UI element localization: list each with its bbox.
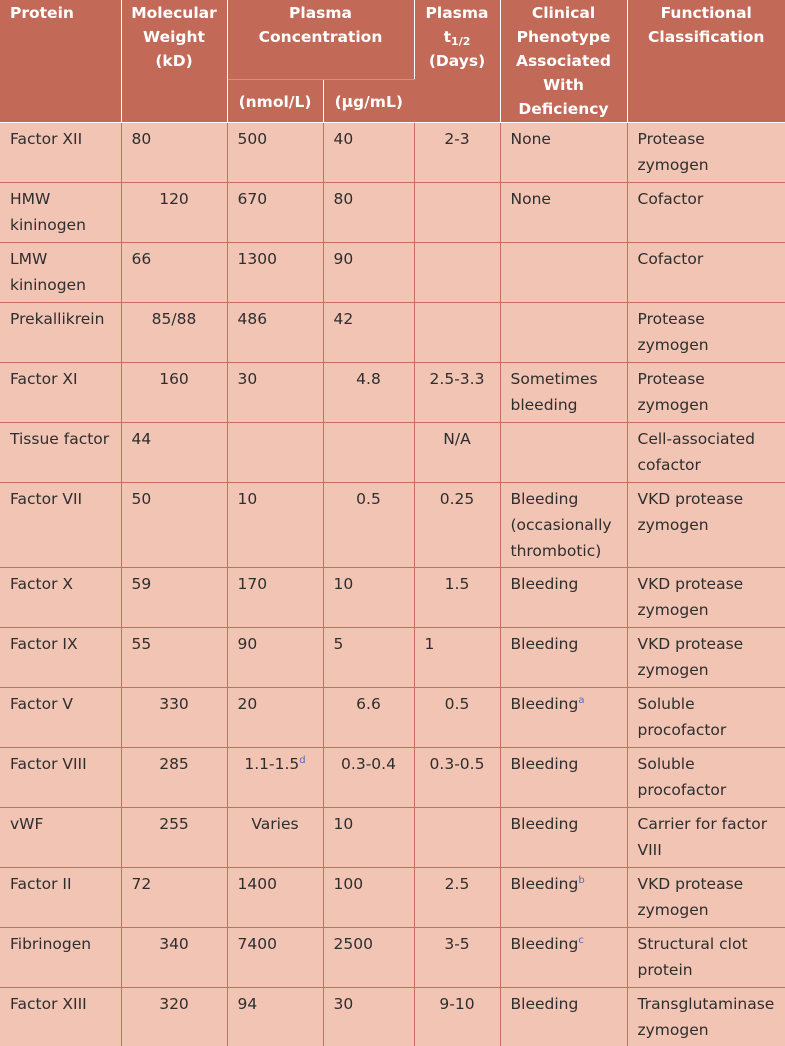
cell-nmol: 1.1-1.5$^d$ <box>227 748 323 808</box>
cell-half-life: 0.5 <box>414 688 500 748</box>
cell-half-life: 1.5 <box>414 568 500 628</box>
cell-half-life: 2-3 <box>414 123 500 183</box>
cell-half-life: 2.5 <box>414 868 500 928</box>
cell-phenotype: None <box>500 183 627 243</box>
footnote-marker[interactable]: d <box>299 755 305 766</box>
cell-molecular-weight: 50 <box>121 483 227 568</box>
header-molecular-weight: Molecular Weight (kD) <box>121 0 227 123</box>
cell-protein: Tissue factor <box>0 423 121 483</box>
cell-half-life: 0.25 <box>414 483 500 568</box>
table-row <box>0 303 785 363</box>
table-row <box>0 568 785 628</box>
header-plasma-concentration: Plasma Concentration <box>227 0 414 79</box>
cell-molecular-weight: 320 <box>121 988 227 1046</box>
cell-ugml: 4.8 <box>323 363 414 423</box>
cell-phenotype: Bleeding$^c$ <box>500 928 627 988</box>
header-ug-per-ml: (μg/mL) <box>323 79 414 122</box>
cell-protein: HMW kininogen <box>0 183 121 243</box>
cell-molecular-weight: 330 <box>121 688 227 748</box>
cell-molecular-weight: 160 <box>121 363 227 423</box>
cell-molecular-weight: 85/88 <box>121 303 227 363</box>
cell-protein: Factor X <box>0 568 121 628</box>
cell-nmol: 1400 <box>227 868 323 928</box>
table-body <box>0 123 785 1046</box>
table-row <box>0 988 785 1046</box>
table-row <box>0 628 785 688</box>
cell-molecular-weight: 120 <box>121 183 227 243</box>
cell-protein: Prekallikrein <box>0 303 121 363</box>
cell-protein: Factor II <box>0 868 121 928</box>
cell-phenotype: Sometimes bleeding <box>500 363 627 423</box>
cell-protein: vWF <box>0 808 121 868</box>
cell-classification: Protease zymogen <box>627 303 785 363</box>
cell-ugml: 80 <box>323 183 414 243</box>
cell-classification: VKD protease zymogen <box>627 568 785 628</box>
cell-phenotype <box>500 303 627 363</box>
table-row <box>0 868 785 928</box>
cell-ugml: 0.5 <box>323 483 414 568</box>
cell-half-life: 0.3-0.5 <box>414 748 500 808</box>
header-plasma-half-life: Plasma t1/2 (Days) <box>414 0 500 123</box>
cell-ugml: 2500 <box>323 928 414 988</box>
cell-protein: Factor XIII <box>0 988 121 1046</box>
cell-phenotype: Bleeding$^a$ <box>500 688 627 748</box>
cell-nmol: 670 <box>227 183 323 243</box>
table-row <box>0 808 785 868</box>
table-row <box>0 363 785 423</box>
table-row <box>0 423 785 483</box>
cell-protein: Factor V <box>0 688 121 748</box>
cell-nmol: 170 <box>227 568 323 628</box>
cell-nmol: 7400 <box>227 928 323 988</box>
cell-protein: Factor XII <box>0 123 121 183</box>
cell-ugml: 10 <box>323 568 414 628</box>
cell-ugml: 5 <box>323 628 414 688</box>
cell-phenotype: Bleeding$^b$ <box>500 868 627 928</box>
cell-half-life: 3-5 <box>414 928 500 988</box>
table-row <box>0 183 785 243</box>
cell-molecular-weight: 72 <box>121 868 227 928</box>
header-functional-classification: Functional Classification <box>627 0 785 123</box>
cell-nmol: 10 <box>227 483 323 568</box>
cell-classification: Soluble procofactor <box>627 748 785 808</box>
cell-phenotype: Bleeding <box>500 988 627 1046</box>
cell-half-life: 1 <box>414 628 500 688</box>
cell-half-life <box>414 808 500 868</box>
cell-ugml: 30 <box>323 988 414 1046</box>
cell-phenotype: Bleeding <box>500 808 627 868</box>
cell-ugml: 10 <box>323 808 414 868</box>
table-row <box>0 243 785 303</box>
cell-nmol: 90 <box>227 628 323 688</box>
table-row <box>0 748 785 808</box>
cell-nmol: 20 <box>227 688 323 748</box>
cell-phenotype: Bleeding (occasionally thrombotic) <box>500 483 627 568</box>
table-row <box>0 483 785 568</box>
cell-ugml: 40 <box>323 123 414 183</box>
cell-ugml: 0.3-0.4 <box>323 748 414 808</box>
cell-molecular-weight: 44 <box>121 423 227 483</box>
cell-molecular-weight: 80 <box>121 123 227 183</box>
cell-protein: Factor VII <box>0 483 121 568</box>
cell-molecular-weight: 66 <box>121 243 227 303</box>
cell-phenotype <box>500 243 627 303</box>
cell-nmol: 500 <box>227 123 323 183</box>
header-clinical-phenotype: Clinical Phenotype Associated With Deficiency <box>500 0 627 123</box>
cell-half-life: 9-10 <box>414 988 500 1046</box>
cell-protein: Fibrinogen <box>0 928 121 988</box>
cell-nmol: 30 <box>227 363 323 423</box>
cell-classification: Protease zymogen <box>627 123 785 183</box>
cell-half-life <box>414 183 500 243</box>
cell-ugml: 6.6 <box>323 688 414 748</box>
cell-classification: Cell-associated cofactor <box>627 423 785 483</box>
cell-nmol: 486 <box>227 303 323 363</box>
cell-nmol: Varies <box>227 808 323 868</box>
cell-classification: Soluble procofactor <box>627 688 785 748</box>
cell-half-life <box>414 243 500 303</box>
cell-ugml: 90 <box>323 243 414 303</box>
cell-half-life: N/A <box>414 423 500 483</box>
header-protein: Protein <box>0 0 121 123</box>
cell-classification: Protease zymogen <box>627 363 785 423</box>
footnote-marker[interactable]: a <box>578 695 584 706</box>
cell-classification: Transglutaminase zymogen <box>627 988 785 1046</box>
cell-phenotype: None <box>500 123 627 183</box>
cell-classification: Structural clot protein <box>627 928 785 988</box>
cell-protein: Factor XI <box>0 363 121 423</box>
table-row <box>0 123 785 183</box>
cell-ugml <box>323 423 414 483</box>
cell-molecular-weight: 55 <box>121 628 227 688</box>
cell-ugml: 42 <box>323 303 414 363</box>
cell-half-life <box>414 303 500 363</box>
cell-molecular-weight: 340 <box>121 928 227 988</box>
footnote-marker[interactable]: b <box>578 875 584 886</box>
cell-phenotype <box>500 423 627 483</box>
table-row <box>0 928 785 988</box>
cell-classification: VKD protease zymogen <box>627 868 785 928</box>
cell-classification: Cofactor <box>627 183 785 243</box>
cell-classification: VKD protease zymogen <box>627 483 785 568</box>
cell-protein: LMW kininogen <box>0 243 121 303</box>
cell-molecular-weight: 255 <box>121 808 227 868</box>
cell-nmol: 94 <box>227 988 323 1046</box>
cell-phenotype: Bleeding <box>500 568 627 628</box>
cell-classification: Cofactor <box>627 243 785 303</box>
table-row <box>0 688 785 748</box>
cell-phenotype: Bleeding <box>500 628 627 688</box>
cell-classification: VKD protease zymogen <box>627 628 785 688</box>
header-nmol-per-l: (nmol/L) <box>227 79 323 122</box>
cell-nmol: 1300 <box>227 243 323 303</box>
footnote-marker[interactable]: c <box>578 935 584 946</box>
cell-protein: Factor VIII <box>0 748 121 808</box>
cell-phenotype: Bleeding <box>500 748 627 808</box>
cell-protein: Factor IX <box>0 628 121 688</box>
cell-classification: Carrier for factor VIII <box>627 808 785 868</box>
cell-ugml: 100 <box>323 868 414 928</box>
cell-nmol <box>227 423 323 483</box>
cell-half-life: 2.5-3.3 <box>414 363 500 423</box>
cell-molecular-weight: 59 <box>121 568 227 628</box>
cell-molecular-weight: 285 <box>121 748 227 808</box>
